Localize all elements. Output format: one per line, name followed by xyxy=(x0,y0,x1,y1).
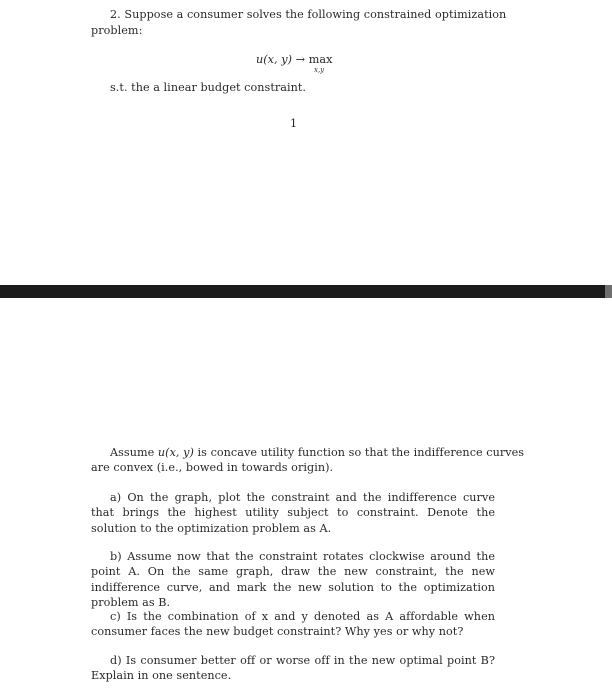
part-d: d) Is consumer better off or worse off in the new optimal point B? Explain in one sentence. xyxy=(91,654,495,683)
assumption-line1 xyxy=(110,446,524,460)
page-number: 1 xyxy=(290,117,298,130)
assumption-function: u(x, y) xyxy=(157,446,194,459)
part-a: a) On the graph, plot the constraint and the indifference curve that brings the highest utility subject to constraint. Denote the solution to the optimization problem as A. xyxy=(91,491,495,535)
max-subscript: x,y xyxy=(314,66,325,74)
question-number: 2. xyxy=(110,8,121,21)
question-intro: Suppose a consumer solves the following constrained optimization xyxy=(124,8,507,21)
assumption-lead: Assume xyxy=(110,446,155,459)
assumption-line2: are convex (i.e., bowed in towards origin). xyxy=(91,461,334,474)
page-break-bar xyxy=(0,285,612,298)
assumption-rest: is concave utility function so that the indifference curves xyxy=(197,446,525,459)
objective-function xyxy=(256,53,332,67)
page-break-marker xyxy=(605,285,612,298)
utility-function: u(x, y) xyxy=(256,53,293,66)
question-heading xyxy=(110,8,506,22)
arrow-icon: → xyxy=(295,53,306,66)
part-b: b) Assume now that the constraint rotates clockwise around the point A. On the same graph, draw the new constraint, the new indifference curve, and mark the new solution to the optimization problem as B. xyxy=(91,550,495,609)
max-operator: max xyxy=(308,53,333,66)
question-intro-cont: problem: xyxy=(91,24,143,37)
constraint-text: s.t. the a linear budget constraint. xyxy=(110,81,307,94)
part-c: c) Is the combination of x and y denoted as A affordable when consumer faces the new budget constraint? Why yes or why not? xyxy=(91,610,495,639)
